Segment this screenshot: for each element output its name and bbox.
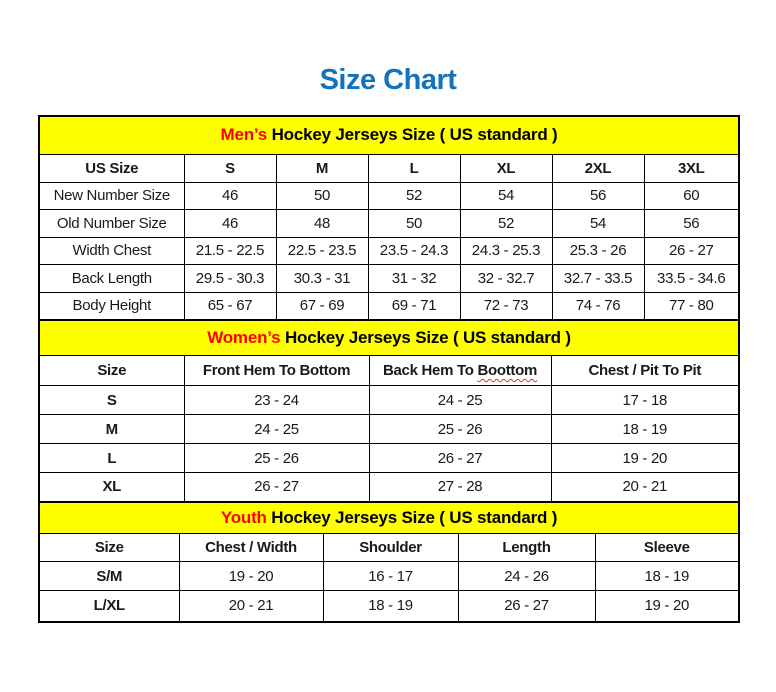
table-cell: 26 - 27	[644, 237, 739, 265]
row-label: S/M	[39, 562, 179, 591]
row-label: Old Number Size	[39, 210, 184, 238]
table-cell: 19 - 20	[551, 444, 739, 473]
row-label: S	[39, 386, 184, 415]
womens-banner	[39, 320, 739, 356]
table-cell: 29.5 - 30.3	[184, 265, 276, 293]
youth-banner	[39, 502, 739, 534]
row-label: XL	[39, 473, 184, 502]
row-label: Back Length	[39, 265, 184, 293]
table-row	[39, 386, 739, 415]
table-row	[39, 473, 739, 502]
table-cell: 19 - 20	[595, 591, 739, 622]
table-cell: 23 - 24	[184, 386, 369, 415]
table-cell: 56	[552, 182, 644, 210]
table-cell: 32 - 32.7	[460, 265, 552, 293]
womens-header-row	[39, 356, 739, 386]
table-cell: 54	[460, 182, 552, 210]
page-title: Size Chart	[319, 64, 457, 96]
column-header: Front Hem To Bottom	[184, 356, 369, 386]
table-cell: 52	[460, 210, 552, 238]
table-cell: 21.5 - 22.5	[184, 237, 276, 265]
table-cell: 25 - 26	[369, 415, 551, 444]
column-header: 3XL	[644, 154, 739, 182]
youth-header-row	[39, 534, 739, 562]
table-cell: 60	[644, 182, 739, 210]
table-cell: 77 - 80	[644, 292, 739, 320]
table-cell: 25 - 26	[184, 444, 369, 473]
table-cell: 26 - 27	[458, 591, 595, 622]
table-cell: 17 - 18	[551, 386, 739, 415]
misspelled-word: Boottom	[477, 362, 538, 379]
column-header: Length	[458, 534, 595, 562]
table-row	[39, 182, 739, 210]
table-row	[39, 237, 739, 265]
table-row	[39, 444, 739, 473]
table-row	[39, 591, 739, 622]
mens-header-row	[39, 154, 739, 182]
mens-banner-rest: Hockey Jerseys Size ( US standard )	[267, 125, 558, 145]
row-label: M	[39, 415, 184, 444]
womens-size-table	[38, 319, 740, 503]
table-cell: 32.7 - 33.5	[552, 265, 644, 293]
table-cell: 27 - 28	[369, 473, 551, 502]
table-cell: 26 - 27	[369, 444, 551, 473]
table-cell: 20 - 21	[179, 591, 323, 622]
column-header: US Size	[39, 154, 184, 182]
table-cell: 26 - 27	[184, 473, 369, 502]
column-header: Chest / Pit To Pit	[551, 356, 739, 386]
table-cell: 30.3 - 31	[276, 265, 368, 293]
table-cell: 48	[276, 210, 368, 238]
table-cell: 16 - 17	[323, 562, 458, 591]
table-cell: 24 - 25	[369, 386, 551, 415]
table-cell: 24.3 - 25.3	[460, 237, 552, 265]
row-label: Width Chest	[39, 237, 184, 265]
table-row	[39, 562, 739, 591]
table-cell: 74 - 76	[552, 292, 644, 320]
womens-banner-rest: Hockey Jerseys Size ( US standard )	[280, 327, 571, 347]
row-label: L	[39, 444, 184, 473]
column-header: Sleeve	[595, 534, 739, 562]
table-cell: 52	[368, 182, 460, 210]
youth-banner-highlight: Youth	[220, 507, 267, 527]
table-cell: 33.5 - 34.6	[644, 265, 739, 293]
column-header: Chest / Width	[179, 534, 323, 562]
table-cell: 46	[184, 182, 276, 210]
youth-size-table	[38, 501, 740, 623]
header-text: Back Hem To	[382, 362, 478, 379]
womens-banner-row	[39, 320, 739, 356]
column-header: 2XL	[552, 154, 644, 182]
table-cell: 65 - 67	[184, 292, 276, 320]
table-row	[39, 415, 739, 444]
table-cell: 19 - 20	[179, 562, 323, 591]
column-header: Size	[39, 356, 184, 386]
table-cell: 24 - 25	[184, 415, 369, 444]
table-cell: 69 - 71	[368, 292, 460, 320]
table-cell: 50	[276, 182, 368, 210]
table-cell: 72 - 73	[460, 292, 552, 320]
table-cell: 18 - 19	[595, 562, 739, 591]
table-cell: 31 - 32	[368, 265, 460, 293]
table-cell: 22.5 - 23.5	[276, 237, 368, 265]
column-header: L	[368, 154, 460, 182]
table-row	[39, 292, 739, 320]
table-cell: 18 - 19	[551, 415, 739, 444]
column-header: XL	[460, 154, 552, 182]
table-cell: 56	[644, 210, 739, 238]
mens-banner-row	[39, 116, 739, 154]
table-cell: 24 - 26	[458, 562, 595, 591]
table-cell: 18 - 19	[323, 591, 458, 622]
womens-banner-highlight: Women’s	[207, 327, 281, 347]
table-cell: 20 - 21	[551, 473, 739, 502]
size-chart	[38, 115, 738, 623]
row-label: Body Height	[39, 292, 184, 320]
table-cell: 46	[184, 210, 276, 238]
table-cell: 67 - 69	[276, 292, 368, 320]
column-header: Shoulder	[323, 534, 458, 562]
youth-banner-row	[39, 502, 739, 534]
column-header: M	[276, 154, 368, 182]
table-cell: 50	[368, 210, 460, 238]
youth-banner-rest: Hockey Jerseys Size ( US standard )	[266, 507, 558, 527]
column-header: S	[184, 154, 276, 182]
mens-banner-highlight: Men’s	[220, 125, 268, 145]
table-row	[39, 265, 739, 293]
mens-size-table	[38, 115, 740, 321]
column-header: Size	[39, 534, 179, 562]
table-cell: 23.5 - 24.3	[368, 237, 460, 265]
mens-banner	[39, 116, 739, 154]
table-row	[39, 210, 739, 238]
column-header	[369, 356, 551, 386]
row-label: L/XL	[39, 591, 179, 622]
table-cell: 25.3 - 26	[552, 237, 644, 265]
row-label: New Number Size	[39, 182, 184, 210]
table-cell: 54	[552, 210, 644, 238]
